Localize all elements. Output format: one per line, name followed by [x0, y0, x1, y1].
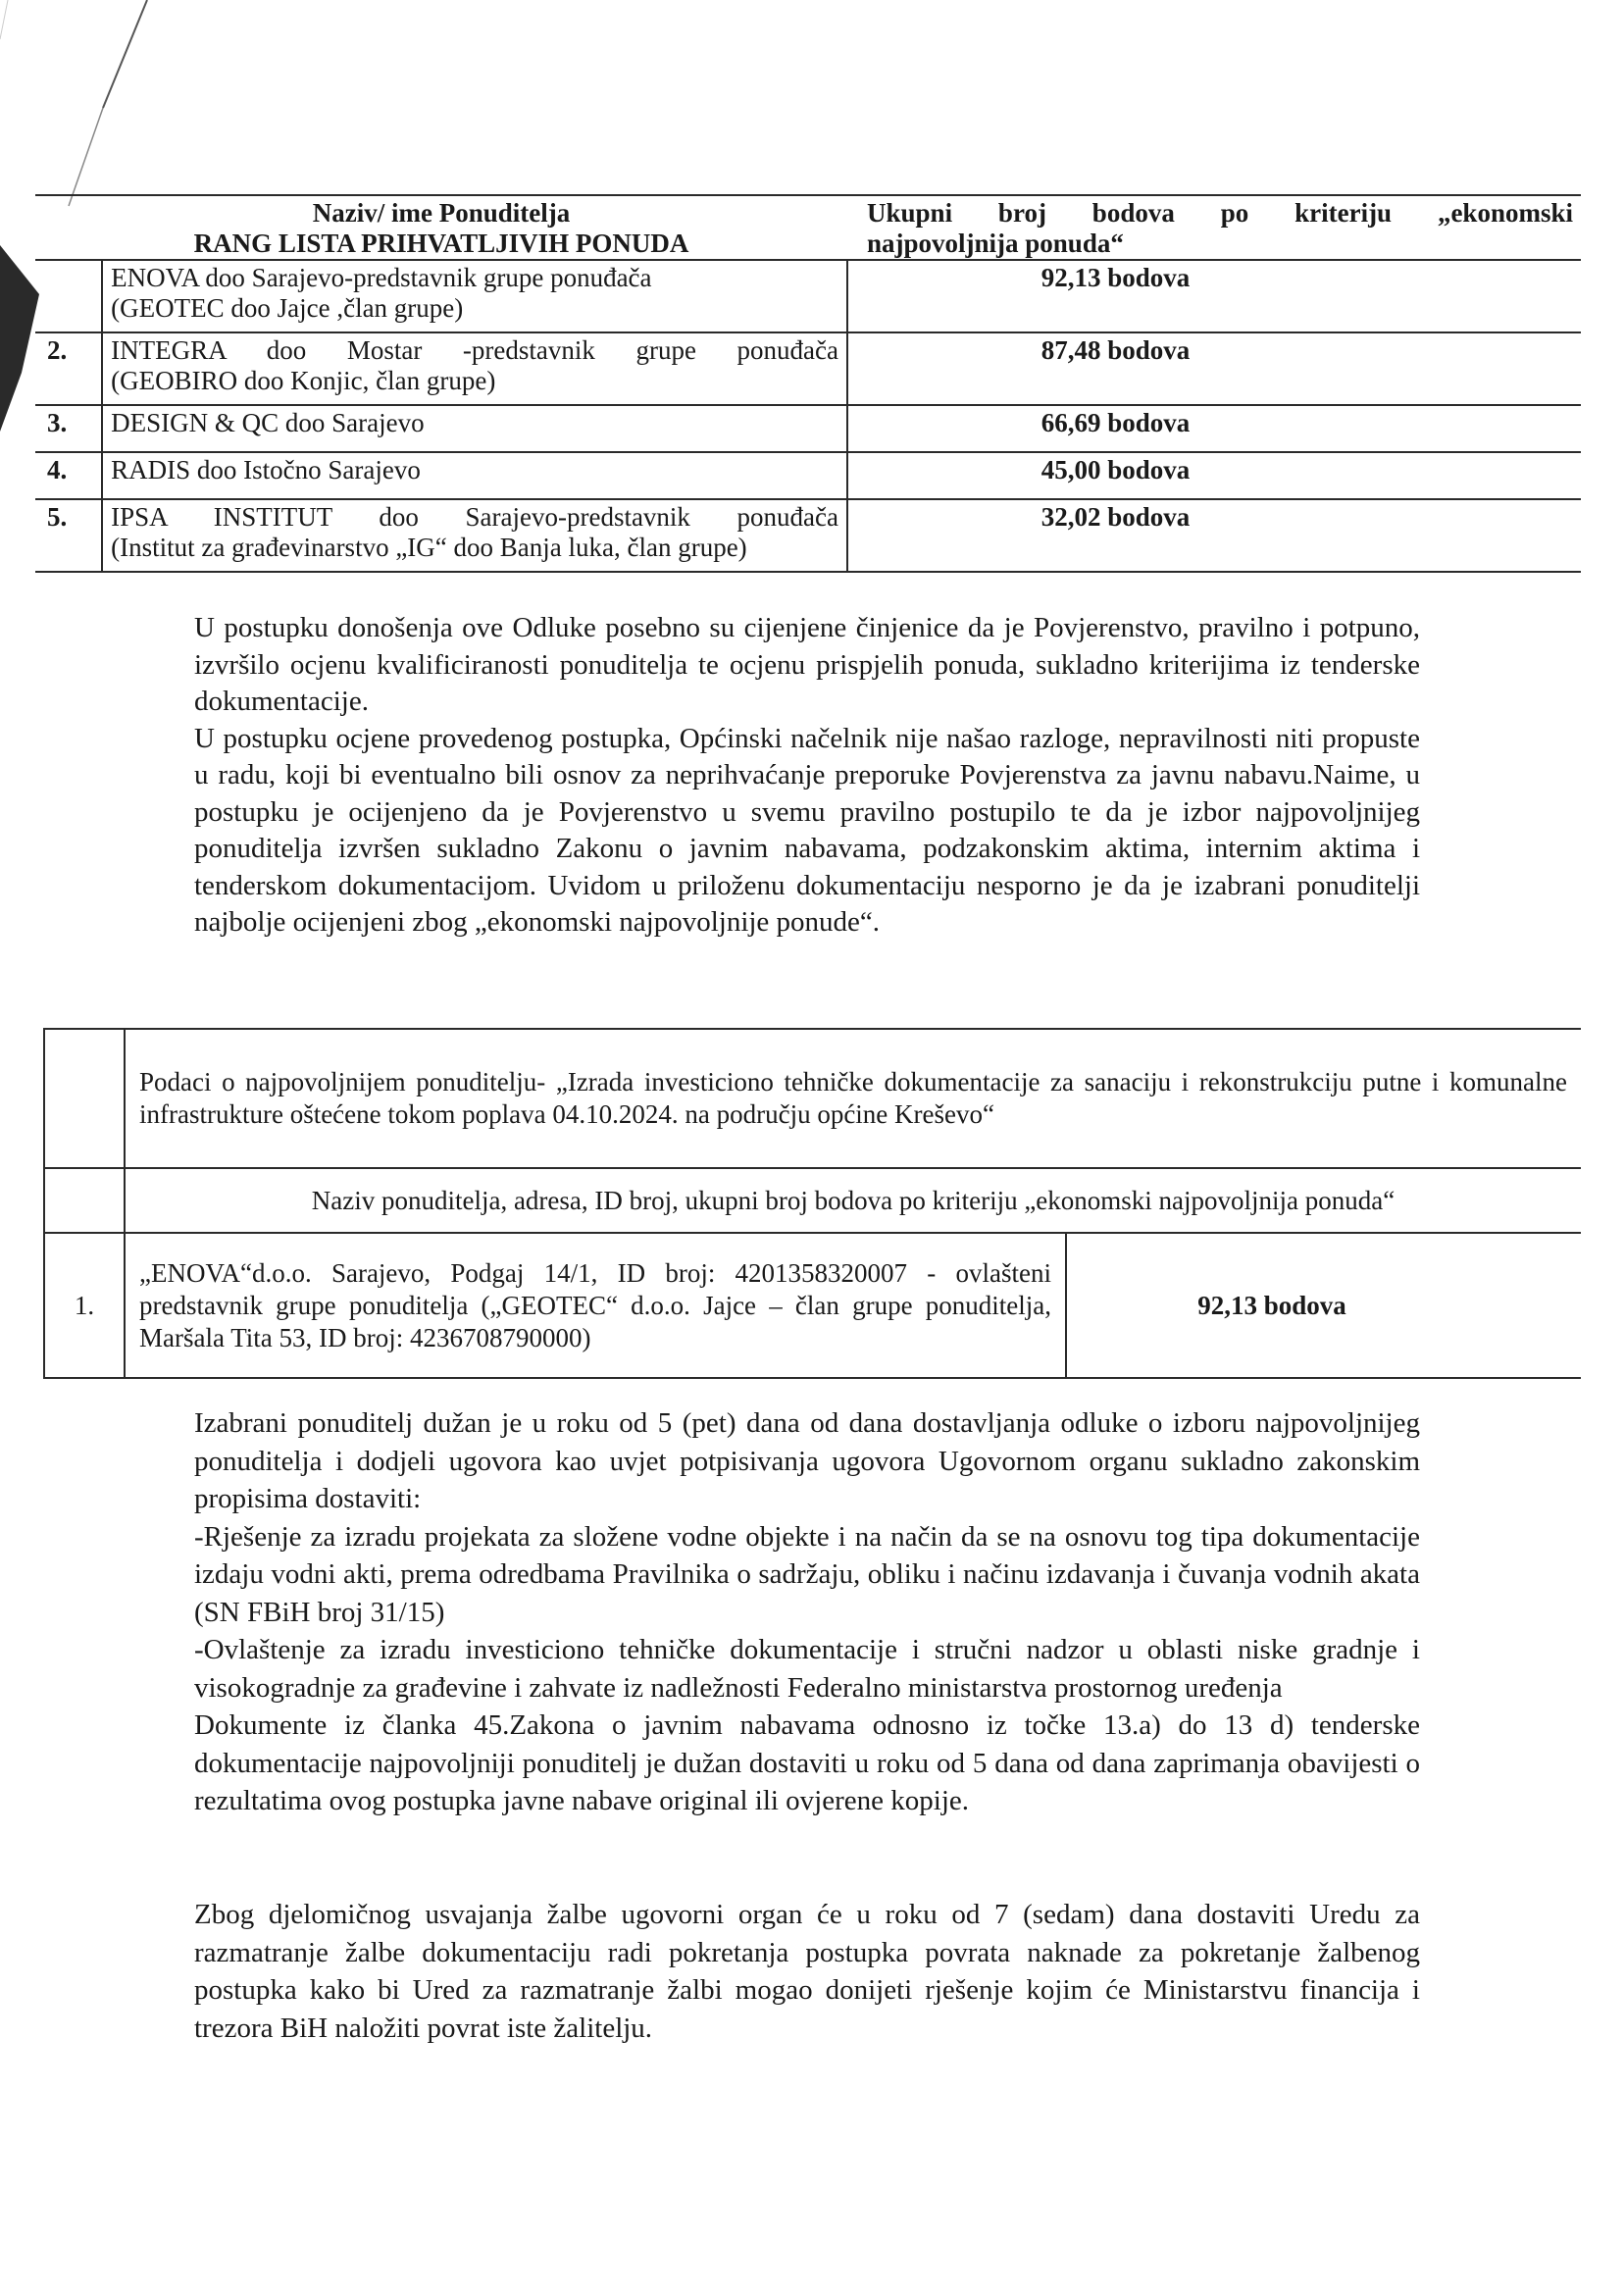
obligations-item-water: -Rješenje za izradu projekata za složene vodne objekte i na način da se na osnovu tog tipa dokumentacije izdaju vodni akti, prema odredbama Pravilnika o sadržaju, obliku i načinu izdavanja i čuvanja vodnih akata (SN FBiH broj 31/15) — [194, 1520, 1420, 1628]
winner-details: „ENOVA“d.o.o. Sarajevo, Podgaj 14/1, ID broj: 4201358320007 - ovlašteni predstavnik grupe ponuditelja („GEOTEC“ d.o.o. Jajce – član grupe ponuditelja, Maršala Tita 53, ID broj: 4236708790000) — [125, 1233, 1066, 1378]
obligations-item-authorisation: -Ovlaštenje za izradu investiciono tehničke dokumentacije i stručni nadzor u oblasti niske gradnje i visokogradnje za građevine i zahvate iz nadležnosti Federalno ministarstva prostornog uređenja — [194, 1634, 1420, 1704]
bidder-name — [102, 499, 847, 572]
rank-number: 4. — [35, 452, 102, 499]
obligations-paragraph — [194, 1404, 1420, 1820]
bidder-points: 32,02 bodova — [1040, 502, 1191, 532]
winner-subheader: Naziv ponuditelja, adresa, ID broj, ukupni broj bodova po kriteriju „ekonomski najpovoljnija ponuda“ — [125, 1168, 1581, 1233]
bidder-name: RADIS doo Istočno Sarajevo — [102, 452, 847, 499]
bidder-points: 66,69 bodova — [1040, 408, 1191, 437]
rank-number: 2. — [35, 332, 102, 405]
winner-table — [43, 1028, 1581, 1379]
obligations-intro: Izabrani ponuditelj dužan je u roku od 5 (pet) dana od dana dostavljanja odluke o izboru najpovoljnijeg ponuditelja i dodjeli ugovora kao uvjet potpisivanja ugovora Ugovornom organu sukladno zakonskim propisima dostaviti: — [194, 1407, 1420, 1514]
winner-description: Podaci o najpovoljnijem ponuditelju- „Izrada investiciono tehničke dokumentacije za sanaciju i rekonstrukciju putne i komunalne infrastrukture oštećene tokom poplava 04.10.2024. na području općine Kreševo“ — [125, 1029, 1581, 1168]
ranking-table-header — [35, 195, 1581, 260]
rank-number: 5. — [35, 499, 102, 572]
table-row — [35, 332, 1581, 405]
winner-subheader-row — [44, 1168, 1581, 1233]
header-bidder-line2: RANG LISTA PRIHVATLJIVIH PONUDA — [193, 229, 689, 258]
bidder-points: 45,00 bodova — [1040, 455, 1191, 484]
bidder-name-line1: ENOVA doo Sarajevo-predstavnik grupe ponuđača — [111, 263, 652, 292]
appeal-refund-paragraph — [194, 1896, 1420, 2047]
winner-points: 92,13 bodova — [1066, 1233, 1581, 1378]
bidder-name-line2: (GEOBIRO doo Konjic, član grupe) — [111, 366, 496, 395]
reasoning-text-a: U postupku donošenja ove Odluke posebno su cijenjene činjenice da je Povjerenstvo, pravilno i potpuno, izvršilo ocjenu kvalificiranosti ponuditelja te ocjenu prispjelih ponuda, sukladno kriterijima iz tenderske dokumentacije. — [194, 612, 1420, 717]
table-row — [35, 499, 1581, 572]
bidder-name-line2: (GEOTEC doo Jajce ,član grupe) — [111, 293, 464, 323]
bidder-points: 87,48 bodova — [1040, 335, 1191, 365]
rank-number: 3. — [35, 405, 102, 452]
header-criterion-part2: „ekonomski — [1437, 198, 1573, 228]
bidder-name-line1: INTEGRA doo Mostar -predstavnik grupe ponuđača — [111, 335, 838, 365]
table-row — [35, 452, 1581, 499]
bidder-points: 92,13 bodova — [1040, 263, 1191, 292]
header-bidder-name — [35, 195, 847, 260]
reasoning-text-b: U postupku ocjene provedenog postupka, Općinski načelnik nije našao razloge, nepravilnosti niti propuste u radu, koji bi eventualno bili osnov za neprihvaćanje preporuke Povjerenstva za javnu nabavu.Naime, u postupku je ocijenjeno da je Povjerenstvo u svemu pravilno postupilo te da je izbor najpovoljnijeg ponuditelja izvršen sukladno Zakonu o javnim nabavama, podzakonskim aktima, internim aktima i tenderskom dokumentacijom. Uvidom u priloženu dokumentaciju nesporno je da je izabrani ponuditelji najbolje ocijenjeni zbog „ekonomski najpovoljnije ponude“. — [194, 722, 1420, 938]
decision-reasoning-paragraph — [194, 610, 1420, 942]
winner-row-number: 1. — [44, 1233, 125, 1378]
header-bidder-line1: Naziv/ ime Ponuditelja — [312, 198, 571, 228]
appeal-refund-text: Zbog djelomičnog usvajanja žalbe ugovorni organ će u roku od 7 (sedam) dana dostaviti Uredu za razmatranje žalbe dokumentaciju radi pokretanja postupka povrata naknade za pokretanje žalbenog postupka kako bi Ured za razmatranje žalbi mogao donijeti rješenje kojim će Ministarstvu financija i trezora BiH naložiti povrat iste žalitelju. — [194, 1899, 1420, 2044]
bidder-name-line1: IPSA INSTITUT doo Sarajevo-predstavnik ponuđača — [111, 502, 838, 532]
bidder-name-line2: (Institut za građevinarstvo „IG“ doo Banja luka, član grupe) — [111, 533, 747, 562]
winner-description-row — [44, 1029, 1581, 1168]
table-row — [35, 405, 1581, 452]
ranking-table — [35, 194, 1581, 573]
rank-number — [35, 260, 102, 332]
bidder-name — [102, 332, 847, 405]
bidder-name: DESIGN & QC doo Sarajevo — [102, 405, 847, 452]
obligations-documents: Dokumente iz članka 45.Zakona o javnim nabavama odnosno iz točke 13.a) do 13 d) tenderske dokumentacije najpovoljniji ponuditelj je dužan dostaviti u roku od 5 dana od dana zaprimanja obavijesti o rezultatima ovog postupka javne nabave original ili ovjerene kopije. — [194, 1709, 1420, 1816]
table-row — [44, 1233, 1581, 1378]
header-criterion — [847, 195, 1581, 260]
empty-index-cell — [44, 1029, 125, 1168]
header-criterion-line2: najpovoljnija ponuda“ — [867, 229, 1124, 258]
bidder-name — [102, 260, 847, 332]
table-row — [35, 260, 1581, 332]
header-criterion-part1: Ukupni broj bodova po kriteriju — [867, 198, 1393, 228]
empty-index-cell — [44, 1168, 125, 1233]
